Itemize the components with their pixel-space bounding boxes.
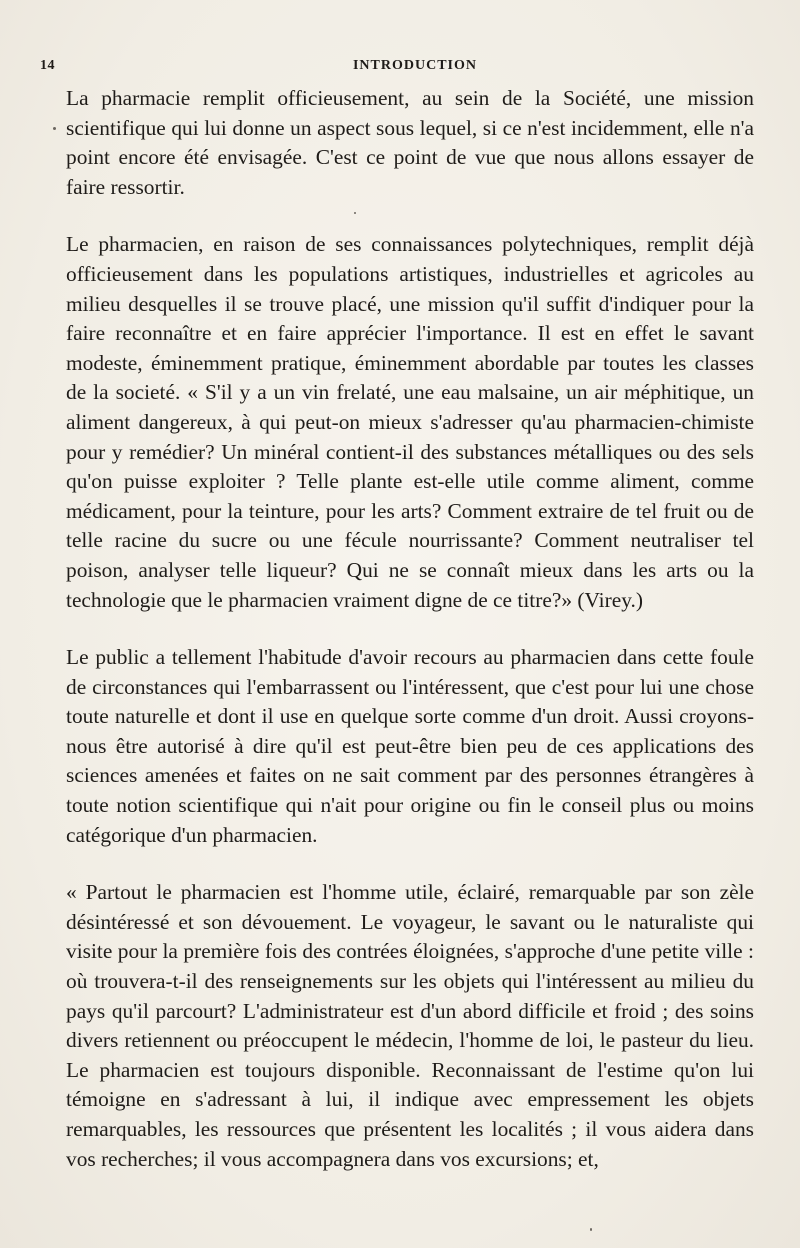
- paragraph-public-habitude: Le public a tellement l'habitude d'avoir recours au pharmacien dans cette foule de circonstances qui l'embarrassent ou l'intéressent, que c'est pour lui une chose toute naturelle et dont il use en quelque sorte comme d'un droit. Aussi croyons-nous être autorisé à dire qu'il est peut-être bien peu de ces applications des sciences amenées et faites on ne sait comment par des personnes étrangères à toute notion scientifique qui n'ait pour origine ou fin le conseil plus ou moins catégorique d'un pharmacien.: [66, 645, 754, 847]
- paragraph-partout-pharmacien: « Partout le pharmacien est l'homme utile, éclairé, remarquable par son zèle désintéressé et son dévouement. Le voyageur, le savant ou le naturaliste qui visite pour la première fois des contrées éloignées, s'approche d'une petite ville : où trouvera-t-il des renseignements sur les objets qui l'intéressent au milieu du pays qu'il parcourt? L'administrateur est d'un abord difficile et froid ; des soins divers retiennent ou préoccupent le médecin, l'homme de loi, le pasteur du lieu. Le pharmacien est toujours disponible. Reconnaissant de l'estime qu'on lui témoigne en s'adressant à lui, il indique avec empressement les objets remarquables, les ressources que présentent les localités ; il vous aidera dans vos recherches; il vous accompagnera dans vos excursions; et,: [66, 880, 754, 1171]
- running-title: INTRODUCTION: [352, 58, 477, 73]
- paragraph-mission: La pharmacie remplit officieusement, au sein de la Société, une mission scientifique qui lui donne un aspect sous lequel, si ce n'est incidemment, elle n'a point encore été envisagée. C'est ce point de vue que nous allons essayer de faire ressortir.: [66, 86, 754, 199]
- paragraph-pharmacien-savant: Le pharmacien, en raison de ses connaissances polytechniques, remplit déjà officieusement dans les populations artistiques, industrielles et agricoles au milieu desquelles il se trouve placé, une mission qu'il suffit d'indiquer pour la faire reconnaître et en faire apprécier l'importance. Il est en effet le savant modeste, éminemment pratique, éminemment abordable par toutes les classes de la societé. « S'il y a un vin frelaté, une eau malsaine, un air méphitique, un aliment dangereux, à qui peut-on mieux s'adresser qu'au pharmacien-chimiste pour y remédier? Un minéral contient-il des substances métalliques ou des sels qu'on puisse exploiter ? Telle plante est-elle utile comme aliment, comme médicament, pour la teinture, pour les arts? Comment extraire de tel fruit ou de telle racine du sucre ou une fécule nourrissante? Comment neutraliser tel poison, analyser telle liqueur? Qui ne se connaît mieux dans les arts ou la technologie que le pharmacien vraiment digne de ce titre?» (Virey.): [66, 232, 754, 612]
- page-number: 14: [40, 58, 55, 73]
- body-text: [66, 84, 754, 1202]
- paper-speck: [354, 212, 356, 214]
- running-head: [40, 58, 780, 78]
- paper-speck: [590, 1228, 592, 1231]
- paper-speck: [53, 127, 56, 130]
